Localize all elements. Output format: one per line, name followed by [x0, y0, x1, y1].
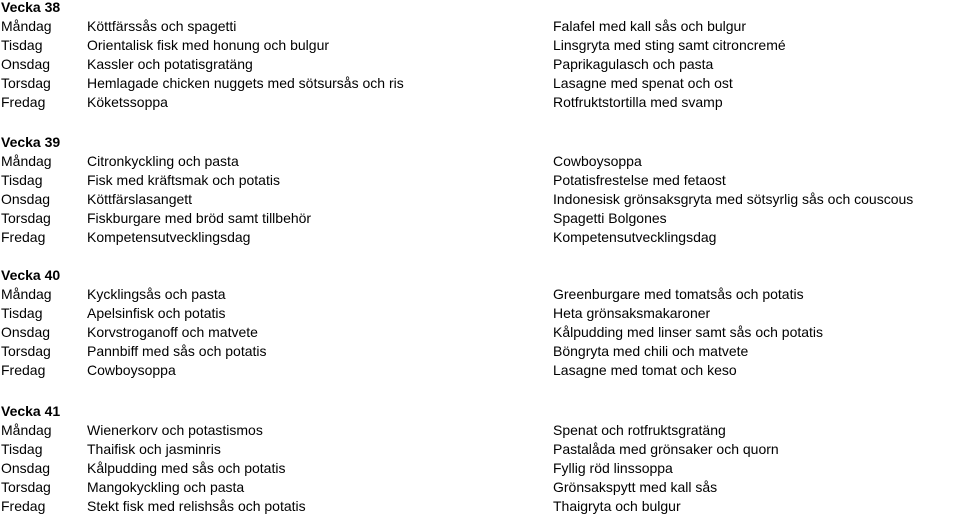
- meal-alternative: Pastalåda med grönsaker och quorn: [553, 441, 779, 457]
- meal-alternative: Indonesisk grönsaksgryta med sötsyrlig sås och couscous: [553, 191, 914, 207]
- meal-alternative: Kompetensutvecklingsdag: [553, 229, 717, 245]
- day-label: Måndag: [1, 18, 52, 34]
- meal-alternative: Falafel med kall sås och bulgur: [553, 18, 746, 34]
- week-40: [0, 266, 960, 380]
- day-row: [0, 171, 960, 190]
- meal-primary: Cowboysoppa: [87, 362, 176, 378]
- meal-primary: Mangokyckling och pasta: [87, 479, 245, 495]
- day-label: Fredag: [1, 229, 46, 245]
- meal-primary: Stekt fisk med relishsås och potatis: [87, 498, 306, 514]
- meal-primary: Pannbiff med sås och potatis: [87, 343, 267, 359]
- day-label: Onsdag: [1, 324, 51, 340]
- meal-alternative: Spagetti Bolgones: [553, 210, 667, 226]
- meal-alternative: Lasagne med tomat och keso: [553, 362, 737, 378]
- day-label: Onsdag: [1, 191, 51, 207]
- day-row: [0, 190, 960, 209]
- meal-alternative: Grönsakspytt med kall sås: [553, 479, 718, 495]
- meal-alternative: Thaigryta och bulgur: [553, 498, 681, 514]
- day-label: Tisdag: [1, 172, 43, 188]
- meal-alternative: Linsgryta med sting samt citroncremé: [553, 37, 786, 53]
- meal-primary: Apelsinfisk och potatis: [87, 305, 226, 321]
- day-label: Fredag: [1, 94, 46, 110]
- week-title: Vecka 39: [1, 134, 61, 150]
- day-label: Måndag: [1, 153, 52, 169]
- day-label: Onsdag: [1, 460, 51, 476]
- meal-primary: Kompetensutvecklingsdag: [87, 229, 251, 245]
- week-title: Vecka 40: [1, 267, 61, 283]
- week-38: [0, 0, 960, 112]
- day-row: [0, 36, 960, 55]
- day-row: [0, 285, 960, 304]
- meal-alternative: Kålpudding med linser samt sås och potatis: [553, 324, 824, 340]
- meal-alternative: Spenat och rotfruktsgratäng: [553, 422, 726, 438]
- day-label: Onsdag: [1, 56, 51, 72]
- meal-alternative: Rotfruktstortilla med svamp: [553, 94, 723, 110]
- day-row: [0, 478, 960, 497]
- day-row: [0, 342, 960, 361]
- meal-alternative: Heta grönsaksmakaroner: [553, 305, 711, 321]
- meal-primary: Köttfärssås och spagetti: [87, 18, 237, 34]
- day-row: [0, 228, 960, 247]
- day-label: Fredag: [1, 498, 46, 514]
- meal-alternative: Greenburgare med tomatsås och potatis: [553, 286, 804, 302]
- week-title: Vecka 38: [1, 0, 61, 15]
- day-row: [0, 152, 960, 171]
- day-label: Fredag: [1, 362, 46, 378]
- day-row: [0, 497, 960, 516]
- meal-primary: Fiskburgare med bröd samt tillbehör: [87, 210, 312, 226]
- meal-primary: Wienerkorv och potastismos: [87, 422, 263, 438]
- day-row: [0, 459, 960, 478]
- meal-primary: Citronkyckling och pasta: [87, 153, 239, 169]
- day-row: [0, 304, 960, 323]
- meal-alternative: Paprikagulasch och pasta: [553, 56, 714, 72]
- meal-alternative: Lasagne med spenat och ost: [553, 75, 733, 91]
- day-row: [0, 421, 960, 440]
- day-label: Måndag: [1, 422, 52, 438]
- day-row: [0, 209, 960, 228]
- meal-primary: Kålpudding med sås och potatis: [87, 460, 286, 476]
- meal-primary: Köketssoppa: [87, 94, 168, 110]
- week-39: [0, 133, 960, 247]
- day-label: Måndag: [1, 286, 52, 302]
- day-row: [0, 55, 960, 74]
- meal-alternative: Böngryta med chili och matvete: [553, 343, 749, 359]
- day-row: [0, 323, 960, 342]
- meal-primary: Korvstroganoff och matvete: [87, 324, 258, 340]
- day-row: [0, 74, 960, 93]
- day-label: Torsdag: [1, 343, 51, 359]
- day-label: Tisdag: [1, 37, 43, 53]
- meal-primary: Thaifisk och jasminris: [87, 441, 221, 457]
- day-label: Torsdag: [1, 75, 51, 91]
- meal-alternative: Fyllig röd linssoppa: [553, 460, 673, 476]
- day-row: [0, 17, 960, 36]
- meal-alternative: Cowboysoppa: [553, 153, 642, 169]
- day-label: Tisdag: [1, 305, 43, 321]
- week-41: [0, 402, 960, 516]
- day-label: Tisdag: [1, 441, 43, 457]
- week-title: Vecka 41: [1, 403, 61, 419]
- meal-primary: Hemlagade chicken nuggets med sötsursås och ris: [87, 75, 404, 91]
- day-row: [0, 440, 960, 459]
- day-row: [0, 361, 960, 380]
- meal-alternative: Potatisfrestelse med fetaost: [553, 172, 726, 188]
- day-label: Torsdag: [1, 210, 51, 226]
- day-label: Torsdag: [1, 479, 51, 495]
- meal-primary: Kycklingsås och pasta: [87, 286, 226, 302]
- meal-primary: Köttfärslasangett: [87, 191, 193, 207]
- meal-primary: Kassler och potatisgratäng: [87, 56, 253, 72]
- meal-primary: Fisk med kräftsmak och potatis: [87, 172, 280, 188]
- meal-primary: Orientalisk fisk med honung och bulgur: [87, 37, 330, 53]
- day-row: [0, 93, 960, 112]
